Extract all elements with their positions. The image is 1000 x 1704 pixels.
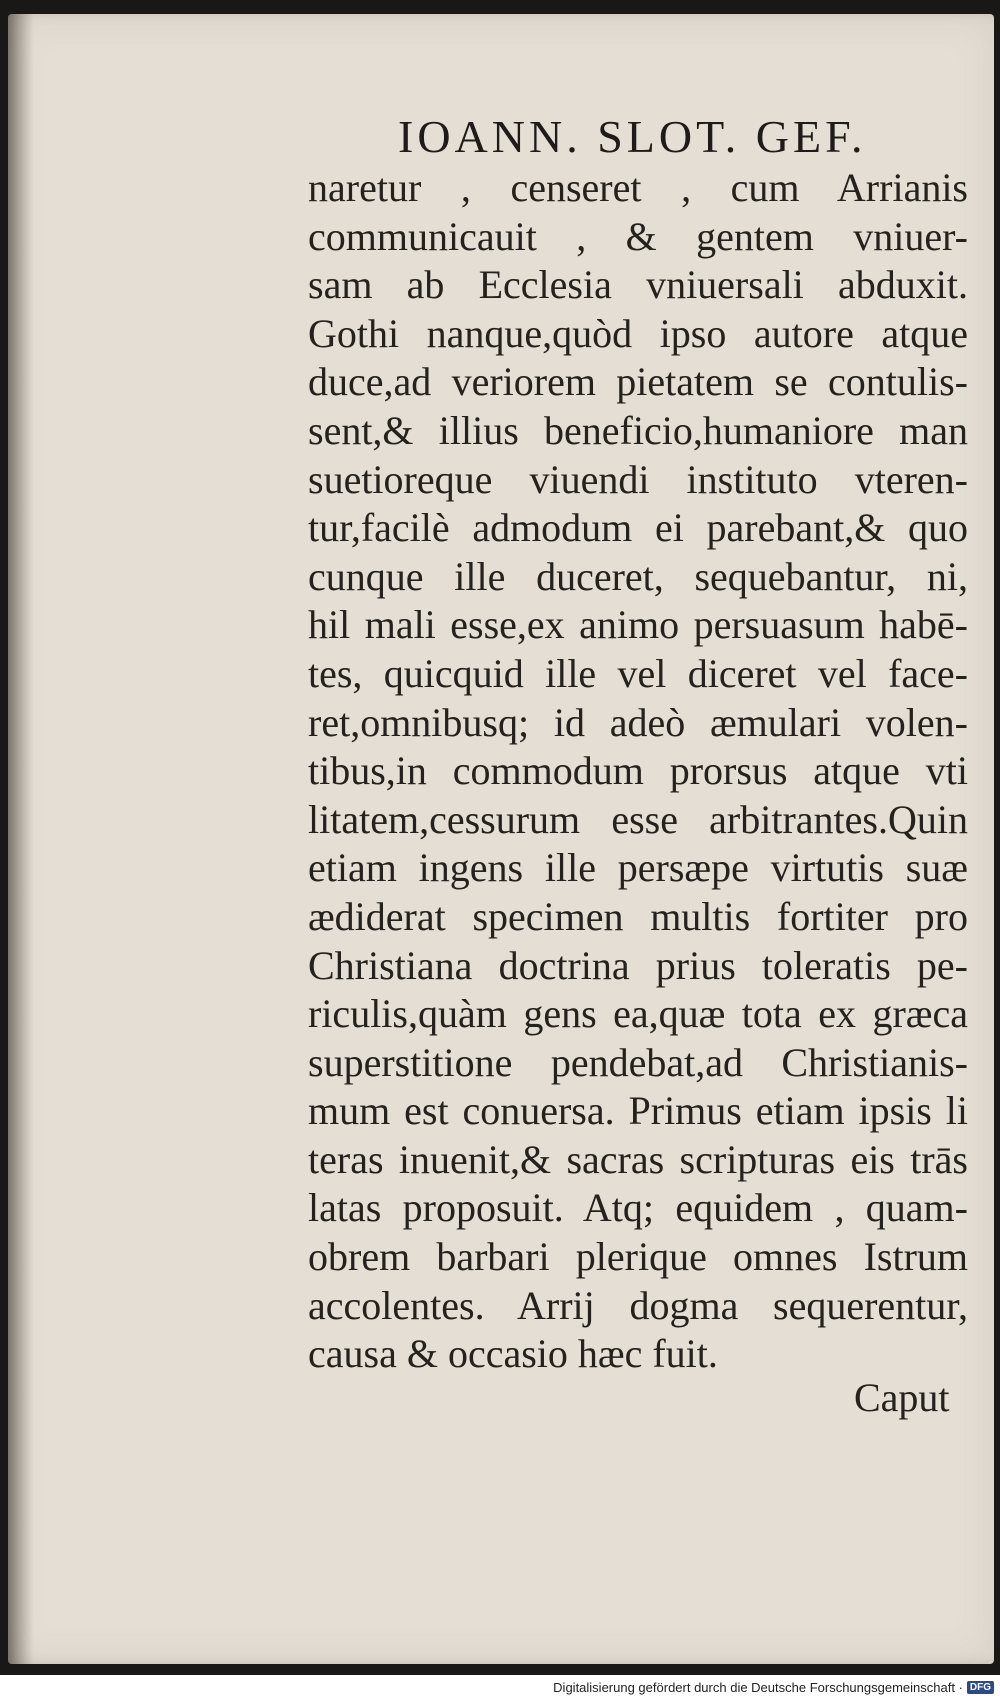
text-line: naretur , censeret , cum Arrianis: [308, 165, 968, 210]
book-page: [8, 14, 994, 1664]
text-line: communicauit , & gentem vniuer-: [308, 213, 968, 259]
text-line: hil mali esse,ex animo persuasum habē-: [308, 602, 968, 648]
text-line: etiam ingens ille persæpe virtutis suæ: [308, 845, 968, 891]
text-line: sent,& illius beneficio,humaniore man: [308, 407, 968, 453]
text-line-last: causa & occasio hæc fuit.: [308, 1331, 718, 1377]
text-line: latas proposuit. Atq; equidem , quam-: [308, 1185, 968, 1231]
text-line: obrem barbari plerique omnes Istrum: [308, 1234, 968, 1280]
body-text: [308, 164, 968, 1379]
text-line: suetioreque viuendi instituto vteren-: [308, 456, 968, 502]
digitization-credit: [553, 1680, 994, 1695]
credit-text: Digitalisierung gefördert durch die Deutsche Forschungsgemeinschaft ·: [553, 1680, 963, 1695]
text-line: superstitione pendebat,ad Christianis-: [308, 1039, 968, 1085]
text-line: duce,ad veriorem pietatem se contulis-: [308, 359, 968, 405]
text-line: ret,omnibusq; id adeò æmulari volen-: [308, 699, 968, 745]
text-line: riculis,quàm gens ea,quæ tota ex græca: [308, 991, 968, 1037]
text-line: Gothi nanque,quòd ipso autore atque: [308, 310, 968, 356]
running-head: IOANN. SLOT. GEF.: [398, 111, 867, 162]
text-line: tes, quicquid ille vel diceret vel face-: [308, 650, 968, 696]
text-line: ædiderat specimen multis fortiter pro: [308, 893, 968, 939]
text-line: sam ab Ecclesia vniuersali abduxit.: [308, 262, 968, 308]
catchword: Caput: [854, 1375, 950, 1420]
text-line: tur,facilè admodum ei parebant,& quo: [308, 505, 968, 551]
gutter-shadow: [8, 14, 34, 1664]
text-line: litatem,cessurum esse arbitrantes.Quin: [308, 796, 968, 842]
text-line: accolentes. Arrij dogma sequerentur,: [308, 1282, 968, 1328]
dfg-logo-icon: DFG: [967, 1681, 994, 1694]
text-line: Christiana doctrina prius toleratis pe-: [308, 942, 968, 988]
text-line: cunque ille duceret, sequebantur, ni,: [308, 553, 968, 599]
text-line: tibus,in commodum prorsus atque vti: [308, 748, 968, 794]
text-line: teras inuenit,& sacras scripturas eis trās: [308, 1136, 968, 1182]
text-line: mum est conuersa. Primus etiam ipsis li: [308, 1088, 968, 1134]
